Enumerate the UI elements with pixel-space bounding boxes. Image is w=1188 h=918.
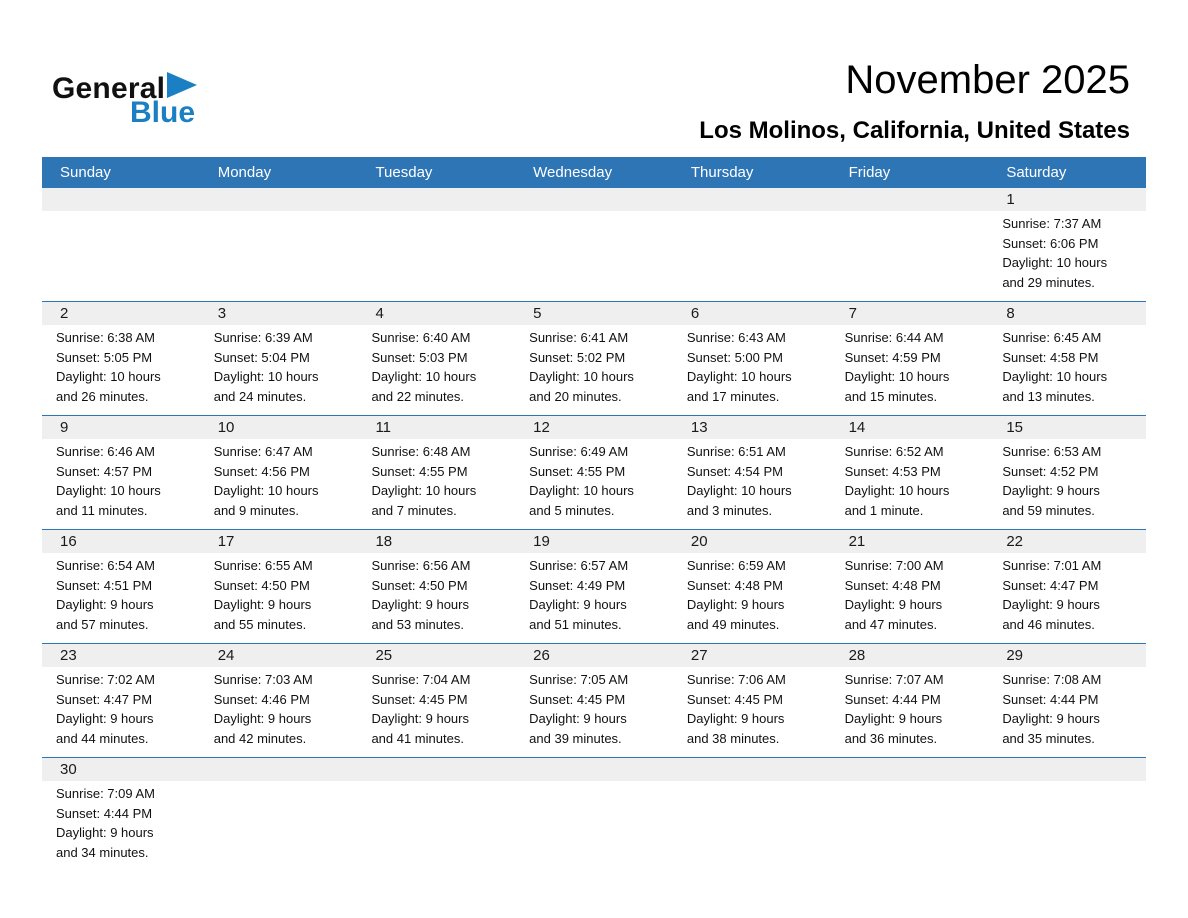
sunset-text: Sunset: 4:44 PM (1002, 691, 1099, 707)
weekday-friday: Friday (848, 164, 891, 181)
daylight-text: Daylight: 9 hours and 35 minutes. (1002, 711, 1100, 746)
day-cell (831, 302, 989, 415)
sunset-text: Sunset: 4:45 PM (686, 691, 783, 707)
empty-cell (357, 188, 515, 301)
sunset-text: Sunset: 4:48 PM (686, 577, 783, 593)
daylight-text: Daylight: 10 hours and 15 minutes. (844, 369, 950, 404)
day-cell (673, 644, 831, 757)
sunrise-text: Sunrise: 7:01 AM (1002, 558, 1102, 573)
day-cell (200, 530, 358, 643)
day-cell (988, 302, 1146, 415)
day-cell (42, 302, 200, 415)
daylight-text: Daylight: 9 hours and 44 minutes. (56, 711, 154, 746)
day-cell (831, 530, 989, 643)
daylight-text: Daylight: 10 hours and 13 minutes. (1002, 369, 1108, 404)
daylight-text: Daylight: 10 hours and 22 minutes. (371, 369, 477, 404)
week-row (42, 188, 1146, 301)
daylight-text: Daylight: 10 hours and 7 minutes. (371, 483, 477, 518)
day-details (42, 211, 200, 295)
daylight-text: Daylight: 10 hours and 9 minutes. (213, 483, 319, 518)
day-details (831, 781, 989, 865)
daylight-text: Daylight: 9 hours and 41 minutes. (371, 711, 469, 746)
day-details (988, 781, 1146, 865)
sunset-text: Sunset: 4:45 PM (529, 691, 626, 707)
day-number: 13 (673, 416, 831, 439)
day-cell (515, 530, 673, 643)
sunset-text: Sunset: 4:50 PM (213, 577, 310, 593)
sunrise-text: Sunrise: 7:08 AM (1002, 672, 1102, 687)
sunset-text: Sunset: 4:44 PM (844, 691, 941, 707)
day-number: 30 (42, 758, 200, 781)
day-cell (673, 530, 831, 643)
sunrise-text: Sunrise: 7:03 AM (213, 672, 313, 687)
sunrise-text: Sunrise: 6:44 AM (844, 330, 944, 345)
day-number: 25 (357, 644, 515, 667)
day-details (42, 667, 200, 757)
day-details (673, 439, 831, 529)
day-details (200, 211, 358, 295)
day-details (988, 211, 1146, 301)
day-number (673, 758, 831, 781)
day-number: 10 (200, 416, 358, 439)
day-cell (357, 416, 515, 529)
day-details (200, 325, 358, 415)
day-details (200, 553, 358, 643)
day-cell (42, 758, 200, 871)
day-number: 22 (988, 530, 1146, 553)
day-number: 24 (200, 644, 358, 667)
day-cell (357, 302, 515, 415)
day-number: 20 (673, 530, 831, 553)
sunrise-text: Sunrise: 6:55 AM (213, 558, 313, 573)
daylight-text: Daylight: 9 hours and 42 minutes. (213, 711, 312, 746)
sunrise-text: Sunrise: 6:49 AM (529, 444, 629, 459)
empty-cell (831, 758, 989, 871)
day-details (988, 553, 1146, 643)
daylight-text: Daylight: 9 hours and 36 minutes. (844, 711, 943, 746)
logo-text-blue: Blue (130, 96, 196, 129)
day-cell (831, 644, 989, 757)
day-details (515, 439, 673, 529)
day-number (673, 188, 831, 211)
daylight-text: Daylight: 9 hours and 46 minutes. (1002, 597, 1100, 632)
day-number (42, 188, 200, 211)
day-details (831, 325, 989, 415)
day-details (357, 439, 515, 529)
sunset-text: Sunset: 4:46 PM (213, 691, 310, 707)
sunset-text: Sunset: 4:56 PM (213, 463, 310, 479)
sunrise-text: Sunrise: 6:46 AM (56, 444, 155, 459)
day-number: 26 (515, 644, 673, 667)
day-details (831, 553, 989, 643)
day-cell (357, 644, 515, 757)
weekday-saturday: Saturday (1006, 164, 1067, 181)
sunrise-text: Sunrise: 7:07 AM (844, 672, 944, 687)
daylight-text: Daylight: 9 hours and 51 minutes. (529, 597, 627, 632)
sunrise-text: Sunrise: 6:56 AM (371, 558, 471, 573)
day-details (988, 667, 1146, 757)
page-subtitle: Los Molinos, California, United States (699, 117, 1130, 144)
sunset-text: Sunset: 5:04 PM (213, 349, 310, 365)
empty-cell (831, 188, 989, 301)
sunrise-text: Sunrise: 6:51 AM (686, 444, 786, 459)
empty-cell (673, 188, 831, 301)
day-number: 4 (357, 302, 515, 325)
sunset-text: Sunset: 4:49 PM (529, 577, 626, 593)
week-row (42, 529, 1146, 643)
day-details (357, 211, 515, 295)
day-details (673, 553, 831, 643)
day-number: 12 (515, 416, 673, 439)
daylight-text: Daylight: 10 hours and 3 minutes. (686, 483, 792, 518)
day-number (357, 758, 515, 781)
sunset-text: Sunset: 5:00 PM (686, 349, 783, 365)
sunrise-text: Sunrise: 7:04 AM (371, 672, 471, 687)
daylight-text: Daylight: 10 hours and 11 minutes. (56, 483, 161, 518)
day-number (831, 188, 989, 211)
day-details (515, 781, 673, 865)
day-number: 29 (988, 644, 1146, 667)
day-cell (200, 416, 358, 529)
day-number (200, 758, 358, 781)
daylight-text: Daylight: 9 hours and 39 minutes. (529, 711, 627, 746)
day-cell (988, 188, 1146, 301)
sunset-text: Sunset: 4:47 PM (56, 691, 153, 707)
day-cell (200, 644, 358, 757)
empty-cell (357, 758, 515, 871)
sunset-text: Sunset: 5:03 PM (371, 349, 468, 365)
sunrise-text: Sunrise: 6:39 AM (213, 330, 313, 345)
day-details (673, 667, 831, 757)
empty-cell (988, 758, 1146, 871)
day-number: 1 (988, 188, 1146, 211)
daylight-text: Daylight: 10 hours and 24 minutes. (213, 369, 319, 404)
day-cell (42, 644, 200, 757)
sunset-text: Sunset: 5:02 PM (529, 349, 626, 365)
sunset-text: Sunset: 4:51 PM (56, 577, 153, 593)
day-number: 27 (673, 644, 831, 667)
daylight-text: Daylight: 10 hours and 5 minutes. (529, 483, 634, 518)
day-details (831, 439, 989, 529)
day-details (515, 325, 673, 415)
page-header (0, 0, 1188, 157)
weekday-monday: Monday (217, 164, 272, 181)
day-number: 8 (988, 302, 1146, 325)
sunrise-text: Sunrise: 7:00 AM (844, 558, 944, 573)
day-details (42, 439, 200, 529)
week-row (42, 415, 1146, 529)
day-cell (988, 644, 1146, 757)
day-details (200, 667, 358, 757)
sunrise-text: Sunrise: 6:45 AM (1002, 330, 1102, 345)
weekday-tuesday: Tuesday (375, 164, 433, 181)
sunrise-text: Sunrise: 6:54 AM (56, 558, 155, 573)
day-details (988, 439, 1146, 529)
day-details (515, 667, 673, 757)
day-details (357, 667, 515, 757)
day-number: 16 (42, 530, 200, 553)
sunrise-text: Sunrise: 7:37 AM (1002, 216, 1102, 231)
day-details (673, 781, 831, 865)
day-cell (673, 302, 831, 415)
day-details (200, 781, 358, 865)
general-blue-logo (52, 72, 197, 128)
sunset-text: Sunset: 4:55 PM (371, 463, 468, 479)
daylight-text: Daylight: 9 hours and 47 minutes. (844, 597, 943, 632)
daylight-text: Daylight: 10 hours and 29 minutes. (1002, 255, 1108, 290)
sunrise-text: Sunrise: 6:52 AM (844, 444, 944, 459)
empty-cell (200, 188, 358, 301)
empty-cell (200, 758, 358, 871)
calendar-weeks (42, 188, 1146, 871)
day-details (831, 211, 989, 295)
day-cell (357, 530, 515, 643)
sunset-text: Sunset: 5:05 PM (56, 349, 153, 365)
day-number: 3 (200, 302, 358, 325)
day-cell (42, 416, 200, 529)
sunrise-text: Sunrise: 6:40 AM (371, 330, 471, 345)
sunrise-text: Sunrise: 6:57 AM (529, 558, 629, 573)
day-number: 17 (200, 530, 358, 553)
sunrise-text: Sunrise: 6:59 AM (686, 558, 786, 573)
day-number: 18 (357, 530, 515, 553)
day-number: 21 (831, 530, 989, 553)
day-details (831, 667, 989, 757)
week-row (42, 301, 1146, 415)
day-number (357, 188, 515, 211)
sunrise-text: Sunrise: 6:43 AM (686, 330, 786, 345)
daylight-text: Daylight: 10 hours and 17 minutes. (686, 369, 792, 404)
day-details (200, 439, 358, 529)
empty-cell (515, 188, 673, 301)
sunrise-text: Sunrise: 7:05 AM (529, 672, 629, 687)
sunset-text: Sunset: 4:54 PM (686, 463, 783, 479)
logo-text-general: General (52, 72, 166, 105)
sunset-text: Sunset: 4:44 PM (56, 805, 153, 821)
daylight-text: Daylight: 9 hours and 59 minutes. (1002, 483, 1100, 518)
day-cell (988, 416, 1146, 529)
sunrise-text: Sunrise: 6:38 AM (56, 330, 155, 345)
day-number: 23 (42, 644, 200, 667)
day-number: 11 (357, 416, 515, 439)
empty-cell (515, 758, 673, 871)
sunset-text: Sunset: 4:48 PM (844, 577, 941, 593)
sunset-text: Sunset: 4:55 PM (529, 463, 626, 479)
day-number (831, 758, 989, 781)
day-details (42, 325, 200, 415)
day-cell (515, 644, 673, 757)
day-details (515, 553, 673, 643)
daylight-text: Daylight: 10 hours and 20 minutes. (529, 369, 634, 404)
day-details (673, 211, 831, 295)
weekday-sunday: Sunday (60, 164, 111, 181)
day-number: 2 (42, 302, 200, 325)
daylight-text: Daylight: 9 hours and 55 minutes. (213, 597, 312, 632)
day-cell (515, 416, 673, 529)
page-title: November 2025 (845, 58, 1130, 102)
daylight-text: Daylight: 9 hours and 38 minutes. (686, 711, 785, 746)
sunset-text: Sunset: 4:58 PM (1002, 349, 1099, 365)
day-number (515, 188, 673, 211)
day-number: 7 (831, 302, 989, 325)
day-details (42, 781, 200, 871)
weekday-wednesday: Wednesday (533, 164, 613, 181)
day-number (988, 758, 1146, 781)
day-details (673, 325, 831, 415)
day-number: 9 (42, 416, 200, 439)
day-cell (831, 416, 989, 529)
daylight-text: Daylight: 10 hours and 1 minute. (844, 483, 950, 518)
sunset-text: Sunset: 4:53 PM (844, 463, 941, 479)
daylight-text: Daylight: 10 hours and 26 minutes. (56, 369, 161, 404)
day-details (357, 553, 515, 643)
day-number: 14 (831, 416, 989, 439)
empty-cell (673, 758, 831, 871)
sunset-text: Sunset: 4:47 PM (1002, 577, 1099, 593)
day-number (515, 758, 673, 781)
sunset-text: Sunset: 6:06 PM (1002, 235, 1099, 251)
sunrise-text: Sunrise: 7:02 AM (56, 672, 155, 687)
daylight-text: Daylight: 9 hours and 57 minutes. (56, 597, 154, 632)
day-number: 6 (673, 302, 831, 325)
daylight-text: Daylight: 9 hours and 49 minutes. (686, 597, 785, 632)
sunrise-text: Sunrise: 7:06 AM (686, 672, 786, 687)
sunrise-text: Sunrise: 6:53 AM (1002, 444, 1102, 459)
sunrise-text: Sunrise: 7:09 AM (56, 786, 155, 801)
day-number: 15 (988, 416, 1146, 439)
day-number: 5 (515, 302, 673, 325)
sunset-text: Sunset: 4:59 PM (844, 349, 941, 365)
day-details (988, 325, 1146, 415)
sunrise-text: Sunrise: 6:48 AM (371, 444, 471, 459)
sunset-text: Sunset: 4:45 PM (371, 691, 468, 707)
calendar-table (42, 157, 1146, 871)
sunset-text: Sunset: 4:50 PM (371, 577, 468, 593)
sunset-text: Sunset: 4:52 PM (1002, 463, 1099, 479)
daylight-text: Daylight: 9 hours and 34 minutes. (56, 825, 154, 860)
sunset-text: Sunset: 4:57 PM (56, 463, 153, 479)
empty-cell (42, 188, 200, 301)
daylight-text: Daylight: 9 hours and 53 minutes. (371, 597, 469, 632)
day-number (200, 188, 358, 211)
weekday-thursday: Thursday (690, 164, 754, 181)
week-row (42, 757, 1146, 871)
sunrise-text: Sunrise: 6:47 AM (213, 444, 313, 459)
day-cell (515, 302, 673, 415)
day-details (357, 781, 515, 865)
day-cell (200, 302, 358, 415)
day-details (515, 211, 673, 295)
day-number: 28 (831, 644, 989, 667)
day-number: 19 (515, 530, 673, 553)
sunrise-text: Sunrise: 6:41 AM (529, 330, 629, 345)
day-cell (42, 530, 200, 643)
week-row (42, 643, 1146, 757)
title-block (699, 58, 1130, 145)
day-details (42, 553, 200, 643)
day-details (357, 325, 515, 415)
day-cell (988, 530, 1146, 643)
weekday-header-row (42, 157, 1146, 188)
day-cell (673, 416, 831, 529)
